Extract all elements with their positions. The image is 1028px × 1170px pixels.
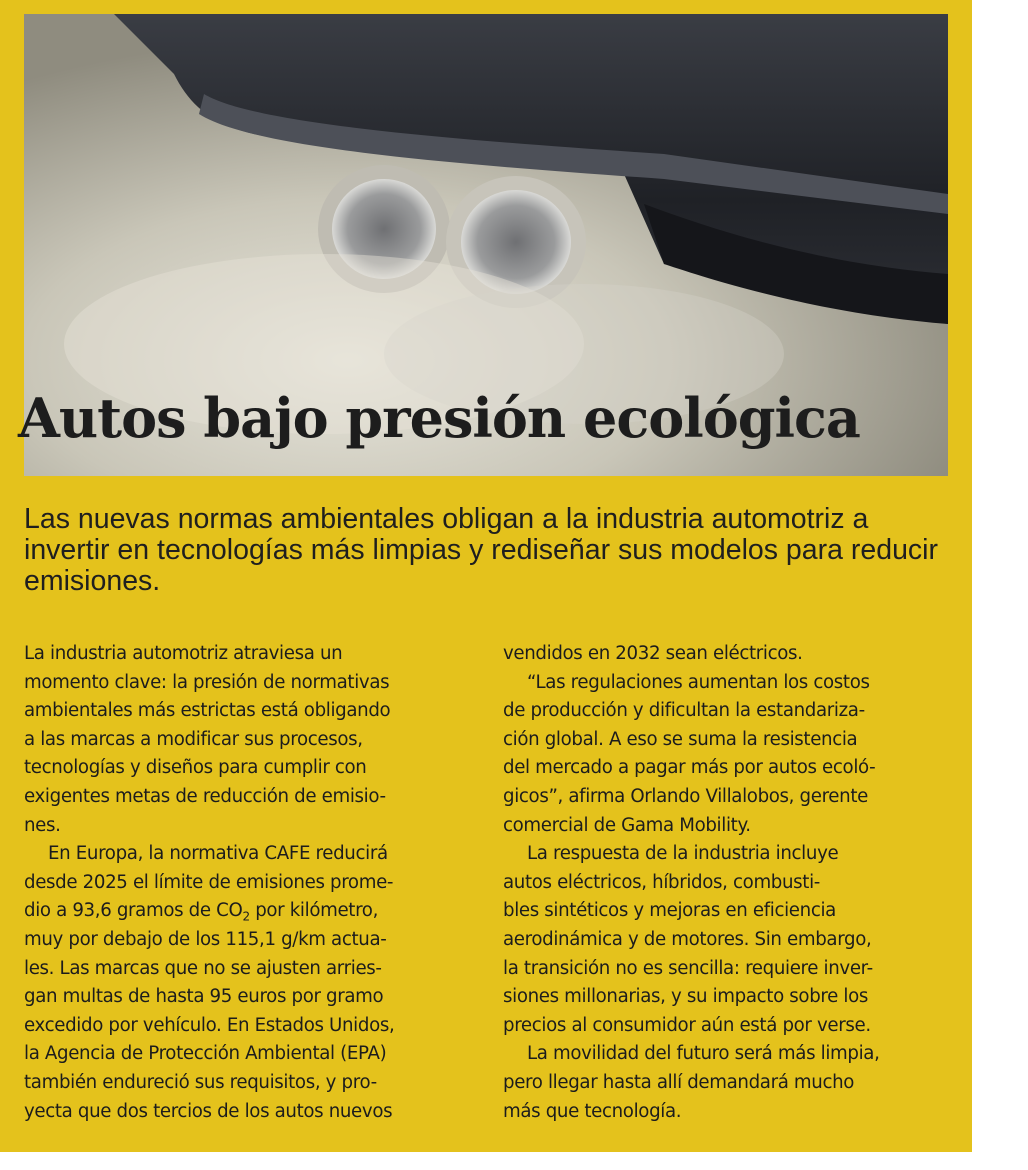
- body-line: autos eléctricos, híbridos, combusti-: [503, 871, 821, 893]
- body-line: En Europa, la normativa CAFE reducirá: [48, 843, 388, 865]
- body-line: excedido por vehículo. En Estados Unidos,: [24, 1014, 395, 1036]
- body-line: yecta que dos tercios de los autos nuevos: [24, 1100, 393, 1122]
- body-line: exigentes metas de reducción de emisio-: [24, 785, 386, 807]
- body-line: momento clave: la presión de normativas: [24, 671, 390, 693]
- body-line: comercial de Gama Mobility.: [503, 814, 751, 836]
- body-line: ción global. A eso se suma la resistencia: [503, 728, 858, 750]
- body-line: desde 2025 el límite de emisiones prome-: [24, 871, 394, 893]
- body-line: bles sintéticos y mejoras en eficiencia: [503, 900, 836, 922]
- body-column-1: [24, 640, 473, 1126]
- body-line: también endureció sus requisitos, y pro-: [24, 1071, 377, 1093]
- body-line: La respuesta de la industria incluye: [527, 843, 839, 865]
- body-column-2: [503, 640, 952, 1126]
- body-line-co2: [24, 897, 473, 926]
- body-line: nes.: [24, 814, 61, 836]
- article-body: [24, 640, 952, 1126]
- body-line: la Agencia de Protección Ambiental (EPA): [24, 1043, 387, 1065]
- body-line: gicos”, afirma Orlando Villalobos, gerente: [503, 785, 868, 807]
- body-line: les. Las marcas que no se ajusten arries-: [24, 957, 382, 979]
- body-text: dio a 93,6 gramos de CO: [24, 900, 243, 922]
- body-line: tecnologías y diseños para cumplir con: [24, 757, 367, 779]
- body-line: a las marcas a modificar sus procesos,: [24, 728, 363, 750]
- body-line: “Las regulaciones aumentan los costos: [527, 671, 870, 693]
- body-line: muy por debajo de los 115,1 g/km actua-: [24, 928, 387, 950]
- body-line: más que tecnología.: [503, 1100, 682, 1122]
- headline: Autos bajo presión ecológica: [18, 386, 860, 450]
- body-line: gan multas de hasta 95 euros por gramo: [24, 986, 384, 1008]
- body-line: del mercado a pagar más por autos ecoló-: [503, 757, 876, 779]
- body-line: vendidos en 2032 sean eléctricos.: [503, 643, 803, 664]
- deck: Las nuevas normas ambientales obligan a la industria automotriz a invertir en tecnologías más limpias y rediseñar sus modelos para reducir emisiones.: [24, 503, 938, 597]
- body-text: por kilómetro,: [249, 900, 379, 922]
- body-line: de producción y dificultan la estandariza-: [503, 700, 865, 722]
- body-line: precios al consumidor aún está por verse.: [503, 1014, 871, 1036]
- body-line: ambientales más estrictas está obligando: [24, 700, 391, 722]
- body-line: La industria automotriz atraviesa un: [24, 643, 343, 664]
- body-line: La movilidad del futuro será más limpia,: [527, 1043, 880, 1065]
- body-line: siones millonarias, y su impacto sobre los: [503, 986, 868, 1008]
- co2-subscript: 2: [242, 909, 250, 924]
- body-line: aerodinámica y de motores. Sin embargo,: [503, 928, 872, 950]
- body-line: pero llegar hasta allí demandará mucho: [503, 1071, 855, 1093]
- body-line: la transición no es sencilla: requiere inver-: [503, 957, 873, 979]
